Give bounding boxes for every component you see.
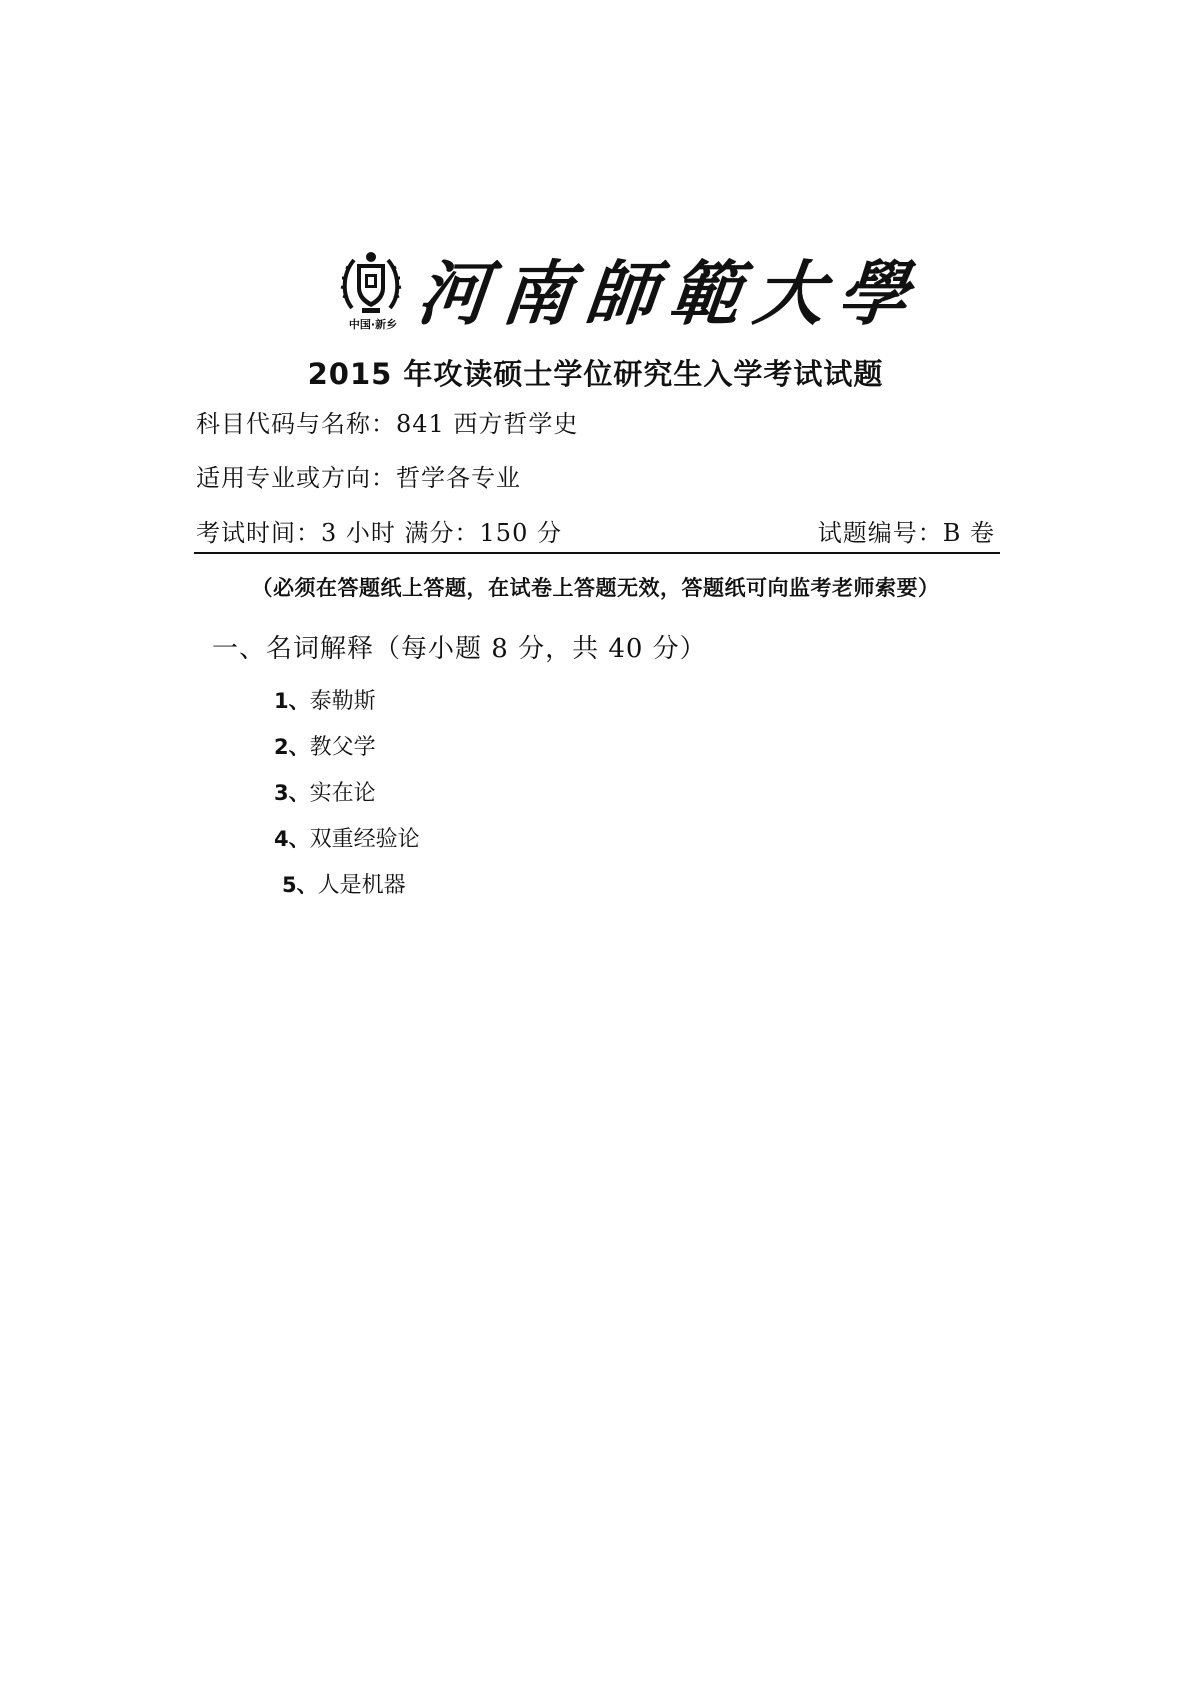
time-score-line: 考试时间：3 小时 满分：150 分 — [196, 519, 562, 547]
emblem-caption: 中国·新乡 — [348, 318, 398, 331]
item-number: 5、 — [282, 873, 318, 897]
paper-code: 试题编号：B 卷 — [817, 519, 995, 547]
item-text: 双重经验论 — [309, 827, 420, 852]
major-line: 适用专业或方向：哲学各专业 — [196, 464, 521, 492]
exam-title: 2015 年攻读硕士学位研究生入学考试试题 — [307, 357, 884, 391]
list-item — [274, 776, 420, 822]
university-name-logo: 河南師範大學 — [413, 252, 927, 335]
item-number: 4、 — [274, 827, 310, 851]
list-item — [274, 684, 420, 730]
university-emblem-logo — [340, 250, 402, 334]
subject-line: 科目代码与名称：841 西方哲学史 — [196, 410, 579, 438]
term-list — [274, 684, 420, 914]
item-number: 1、 — [274, 689, 310, 713]
masthead — [340, 248, 927, 340]
header-divider — [194, 552, 1000, 554]
list-item — [274, 868, 420, 914]
item-text: 人是机器 — [317, 873, 406, 898]
item-text: 教父学 — [309, 735, 376, 760]
answer-notice: （必须在答题纸上答题，在试卷上答题无效，答题纸可向监考老师索要） — [251, 576, 940, 600]
item-number: 3、 — [274, 781, 310, 805]
list-item — [274, 822, 420, 868]
item-text: 实在论 — [309, 781, 376, 806]
section-heading: 一、名词解释（每小题 8 分，共 40 分） — [212, 634, 707, 664]
item-text: 泰勒斯 — [309, 689, 376, 714]
emblem-seal-icon — [340, 250, 402, 316]
list-item — [274, 730, 420, 776]
item-number: 2、 — [274, 735, 310, 759]
